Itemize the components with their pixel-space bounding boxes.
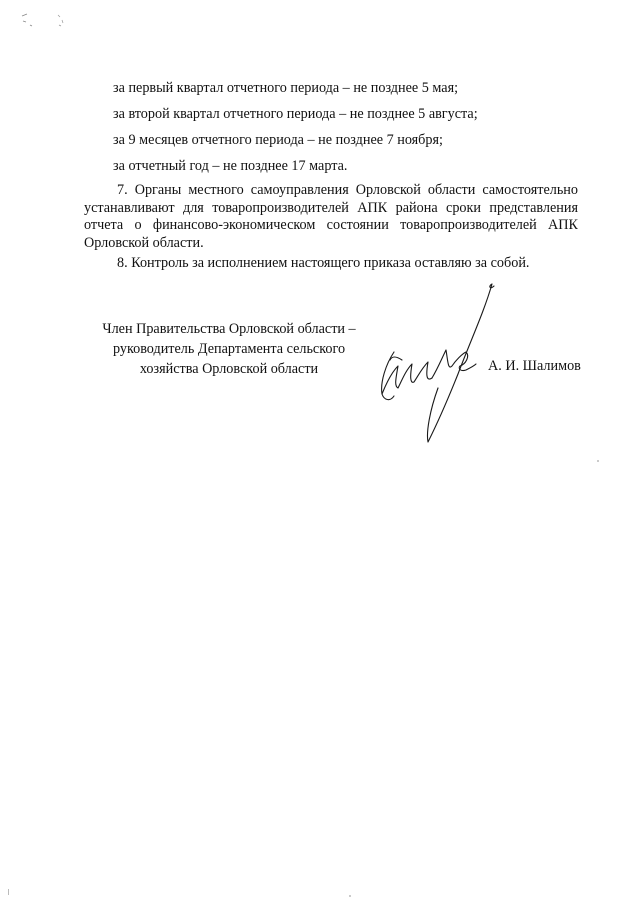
item-7-line: Орловской области. bbox=[84, 234, 204, 251]
signatory-position bbox=[84, 319, 374, 379]
scan-speck bbox=[597, 460, 599, 462]
scan-speck bbox=[349, 895, 351, 897]
item-8-paragraph: 8. Контроль за исполнением настоящего приказа оставляю за собой. bbox=[117, 255, 530, 271]
deadline-q1: за первый квартал отчетного периода – не позднее 5 мая; bbox=[113, 80, 459, 96]
position-line: хозяйства Орловской области bbox=[139, 361, 319, 377]
signer-name: А. И. Шалимов bbox=[488, 358, 581, 374]
item-7-paragraph bbox=[84, 182, 578, 252]
deadline-q2: за второй квартал отчетного периода – не позднее 5 августа; bbox=[113, 106, 478, 122]
position-line: Член Правительства Орловской области – bbox=[102, 321, 356, 337]
position-line: руководитель Департамента сельского bbox=[112, 341, 346, 357]
item-7-line: устанавливают для товаропроизводителей АПК района сроки представления bbox=[84, 199, 578, 216]
item-7-line: отчета о финансово-экономическом состоянии товаропроизводителей АПК bbox=[84, 217, 578, 234]
deadline-year: за отчетный год – не позднее 17 марта. bbox=[113, 158, 348, 174]
scan-artifact-marks bbox=[18, 10, 78, 30]
deadline-9-months: за 9 месяцев отчетного периода – не позднее 7 ноября; bbox=[113, 132, 443, 148]
item-7-line: 7. Органы местного самоуправления Орловской области самостоятельно bbox=[117, 182, 578, 198]
scan-speck bbox=[8, 889, 9, 895]
